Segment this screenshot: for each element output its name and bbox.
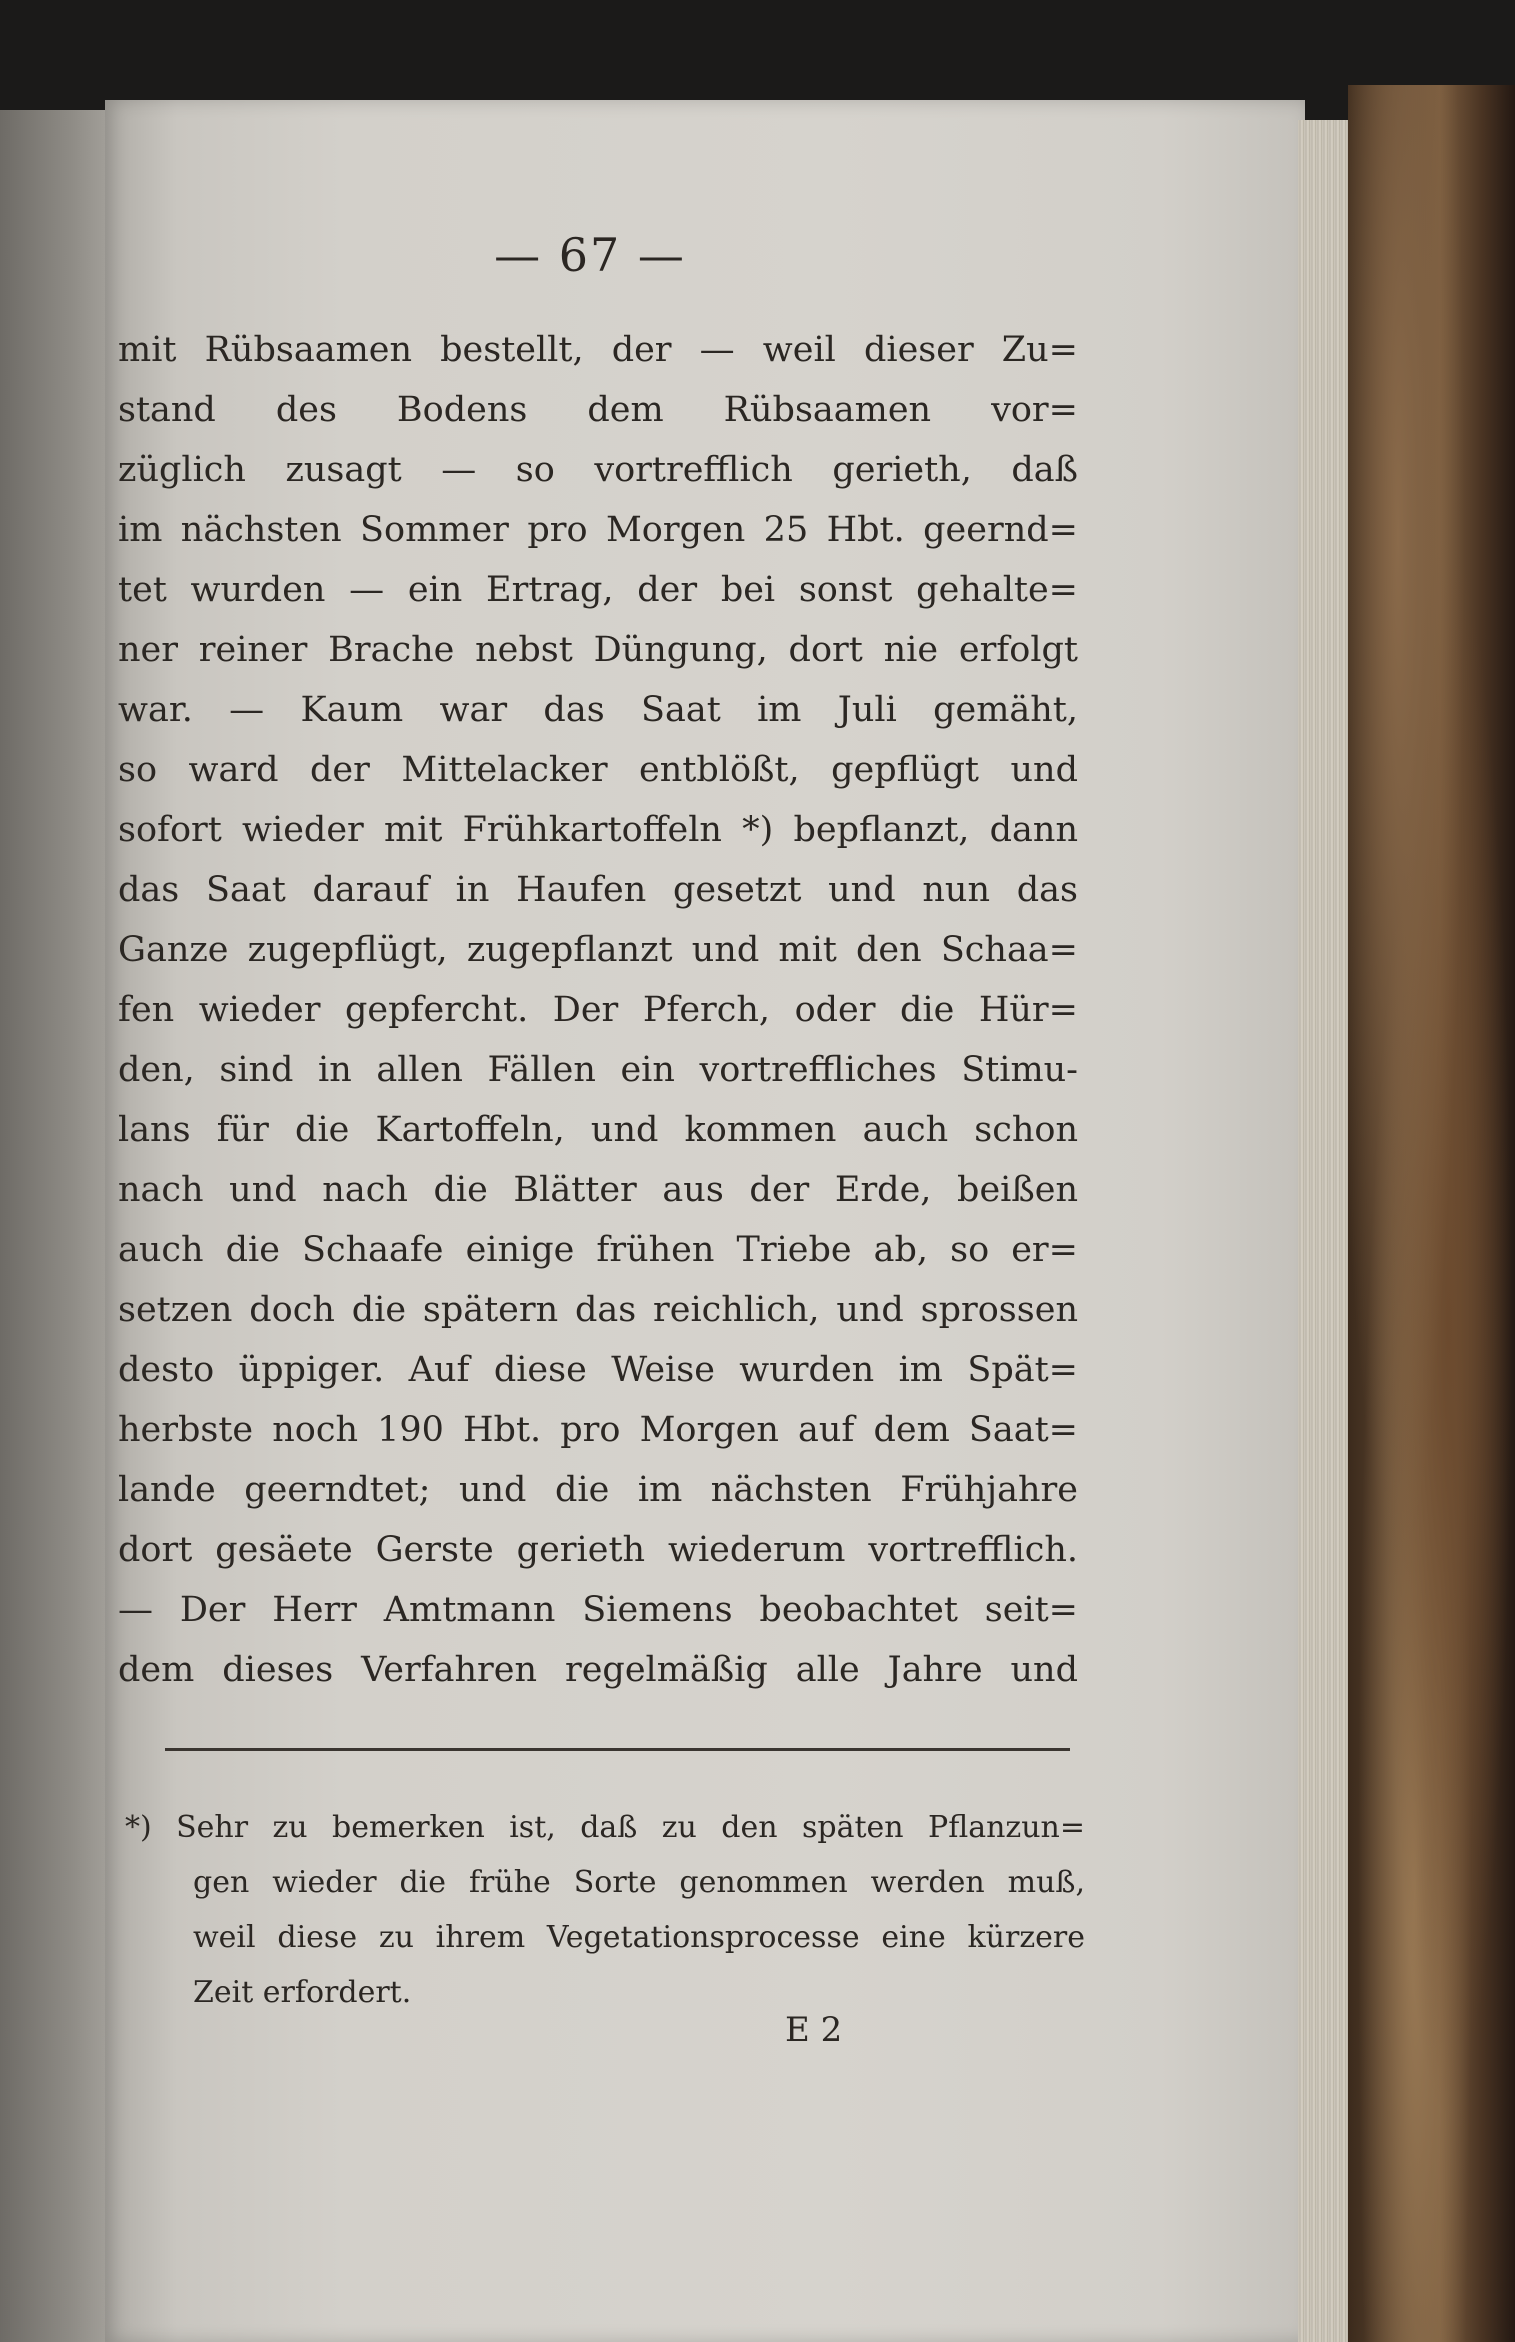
body-line: — Der Herr Amtmann Siemens beobachtet seit= [118,1590,1078,1630]
body-line: dem dieses Verfahren regelmäßig alle Jahre und [118,1650,1078,1690]
page-number-header: — 67 — [494,228,686,282]
body-line: desto üppiger. Auf diese Weise wurden im Spät= [118,1350,1078,1390]
footnote [125,1800,1085,2020]
body-line: nach und nach die Blätter aus der Erde, beißen [118,1170,1078,1210]
footnote-divider [165,1748,1070,1751]
body-line: fen wieder gepfercht. Der Pferch, oder die Hür= [118,990,1078,1030]
body-line: herbste noch 190 Hbt. pro Morgen auf dem Saat= [118,1410,1078,1450]
body-line: den, sind in allen Fällen ein vortreffliches Stimu- [118,1050,1078,1090]
body-line: züglich zusagt — so vortrefflich gerieth, daß [118,450,1078,490]
footnote-line: gen wieder die frühe Sorte genommen werden muß, [193,1865,1085,1900]
body-line: war. — Kaum war das Saat im Juli gemäht, [118,690,1078,730]
page-edges [1298,120,1348,2342]
footnote-line: *) Sehr zu bemerken ist, daß zu den späten Pflanzun= [125,1810,1085,1845]
left-page-edge [0,110,120,2342]
body-line: lans für die Kartoffeln, und kommen auch schon [118,1110,1078,1150]
body-line: im nächsten Sommer pro Morgen 25 Hbt. geernd= [118,510,1078,550]
footnote-line: Zeit erfordert. [193,1975,412,2010]
body-line: so ward der Mittelacker entblößt, gepflügt und [118,750,1078,790]
body-text [118,320,1078,1700]
body-line: Ganze zugepflügt, zugepflanzt und mit den Schaa= [118,930,1078,970]
body-line: dort gesäete Gerste gerieth wiederum vortrefflich. [118,1530,1078,1570]
body-line: sofort wieder mit Frühkartoffeln *) bepflanzt, dann [118,810,1078,850]
body-line: stand des Bodens dem Rübsaamen vor= [118,390,1078,430]
signature-mark: E 2 [785,2010,843,2050]
footnote-line: weil diese zu ihrem Vegetationsprocesse eine kürzere [193,1920,1085,1955]
body-line: das Saat darauf in Haufen gesetzt und nun das [118,870,1078,910]
body-line: setzen doch die spätern das reichlich, und sprossen [118,1290,1078,1330]
body-line: auch die Schaafe einige frühen Triebe ab, so er= [118,1230,1078,1270]
body-line: lande geerndtet; und die im nächsten Frühjahre [118,1470,1078,1510]
body-line: ner reiner Brache nebst Düngung, dort nie erfolgt [118,630,1078,670]
book-cover-spine [1348,85,1515,2342]
body-line: mit Rübsaamen bestellt, der — weil dieser Zu= [118,330,1078,370]
body-line: tet wurden — ein Ertrag, der bei sonst gehalte= [118,570,1078,610]
